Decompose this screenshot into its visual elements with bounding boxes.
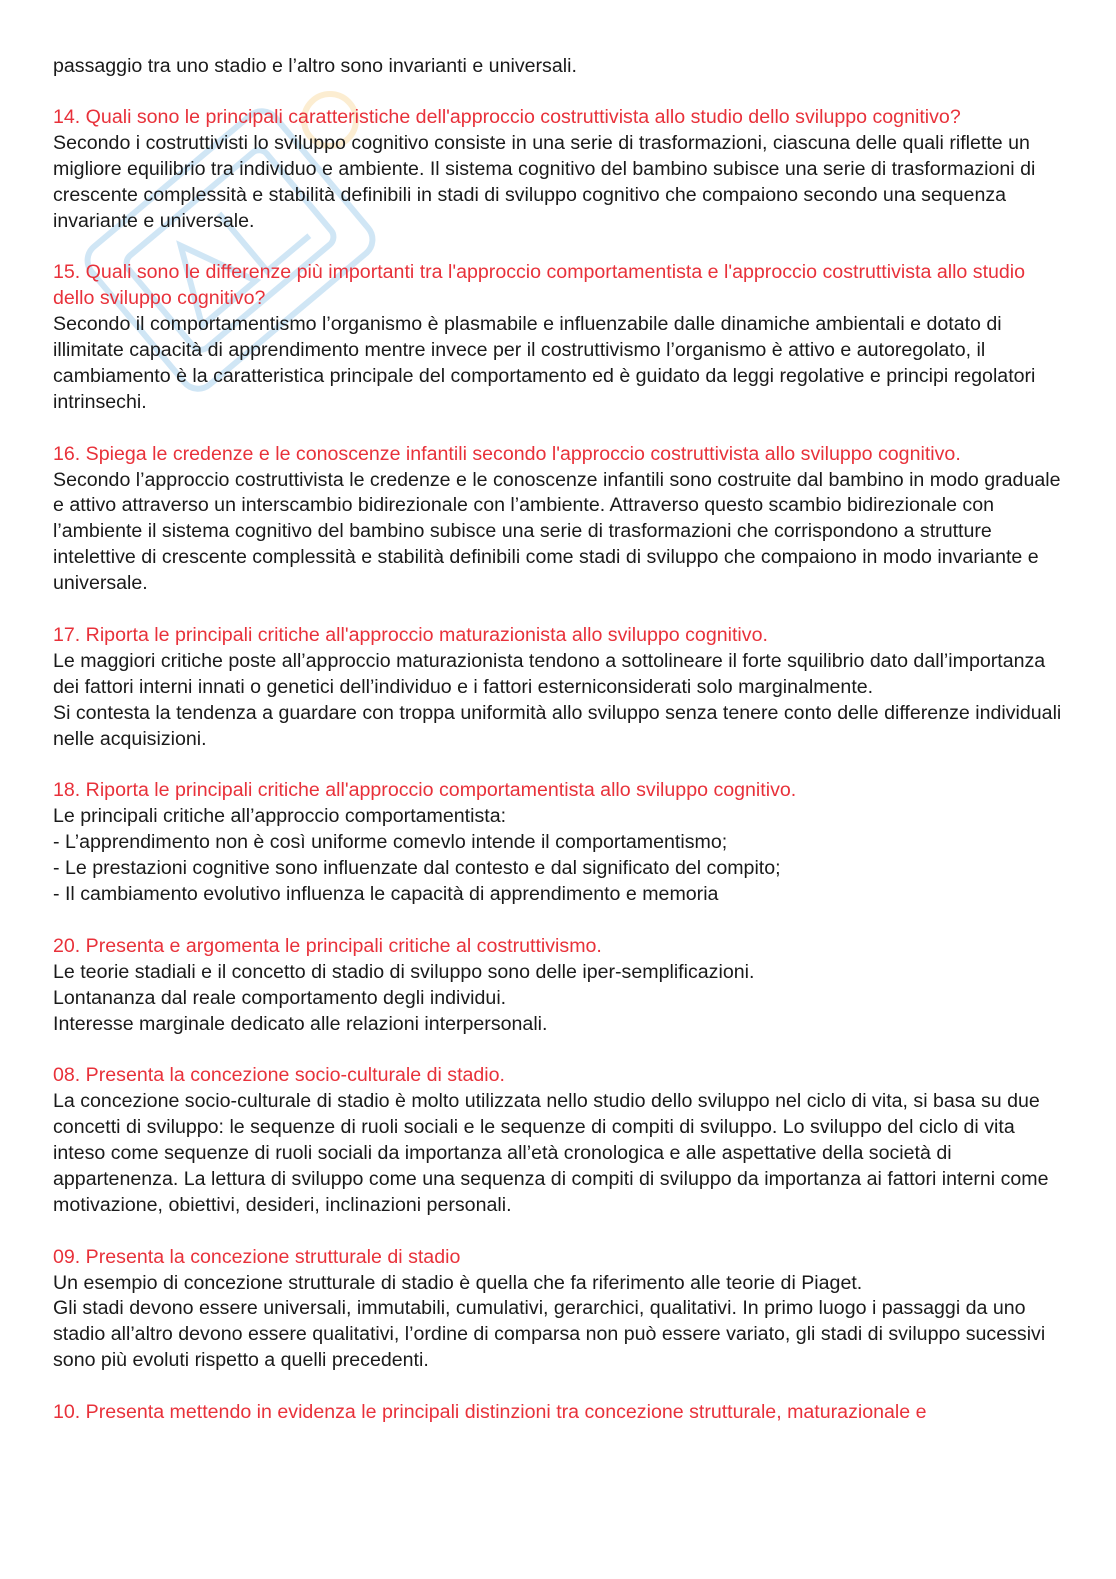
answer: [53, 468, 1065, 598]
answer-paragraph: La concezione socio-culturale di stadio è molto utilizzata nello studio dello sviluppo nel ciclo di vita, si basa su due concetti di sviluppo: le sequenze di ruoli sociali e le sequenze di compiti di sviluppo. Lo sviluppo del ciclo di vita inteso come sequenze di ruoli sociali da importanza all’età cronologica e alle aspettative della società di appartenenza. La lettura di sviluppo come una sequenza di compiti di sviluppo da importanza ai fattori interni come motivazione, obiettivi, desideri, inclinazioni personali.: [53, 1090, 1049, 1216]
answer-paragraph: Secondo il comportamentismo l’organismo è plasmabile e influenzabile dalle dinamiche ambientali e dotato di illimitate capacità di apprendimento mentre invece per il costruttivismo l’organismo è attivo e autoregolato, il cambiamento è la caratteristica principale del comportamento ed è guidato da leggi regolative e principi regolatori intrinsechi.: [53, 313, 1036, 413]
question-heading: 18. Riporta le principali critiche all'approccio comportamentista allo sviluppo cognitivo.: [53, 779, 797, 802]
answer: [53, 131, 1065, 235]
question-heading: 15. Quali sono le differenze più importanti tra l'approccio comportamentista e l'approccio costruttivista allo studio dello sviluppo cognitivo?: [53, 261, 1026, 310]
question-heading: 10. Presenta mettendo in evidenza le principali distinzioni tra concezione strutturale, maturazionale e: [53, 1401, 927, 1424]
qa-block: [53, 778, 1065, 908]
answer: [53, 1271, 1065, 1375]
answer-paragraph: Le principali critiche all’approccio comportamentista:: [53, 805, 507, 828]
qa-block: [53, 1063, 1065, 1218]
qa-block: [53, 1245, 1065, 1375]
qa-block: [53, 934, 1065, 1038]
question-heading: 08. Presenta la concezione socio-culturale di stadio.: [53, 1064, 506, 1087]
answer-paragraph: Le teorie stadiali e il concetto di stadio di sviluppo sono delle iper-semplificazioni.: [53, 960, 755, 983]
answer-paragraph: - Il cambiamento evolutivo influenza le capacità di apprendimento e memoria: [53, 883, 719, 906]
qa-block: [53, 260, 1065, 415]
answer: [53, 312, 1065, 416]
answer: [53, 649, 1065, 753]
answer-paragraph: Le maggiori critiche poste all’approccio maturazionista tendono a sottolineare il forte squilibrio dato dall’importanza dei fattori interni innati o genetici dell’individuo e i fattori esterniconsiderati solo marginalmente.: [53, 649, 1046, 698]
answer: [53, 804, 1065, 908]
answer-paragraph: Un esempio di concezione strutturale di stadio è quella che fa riferimento alle teorie di Piaget.: [53, 1271, 863, 1294]
document-page: [53, 54, 1065, 1452]
question-heading: 20. Presenta e argomenta le principali critiche al costruttivismo.: [53, 934, 602, 957]
question-heading: 17. Riporta le principali critiche all'approccio maturazionista allo sviluppo cognitivo.: [53, 623, 768, 646]
answer-paragraph: Si contesta la tendenza a guardare con troppa uniformità allo sviluppo senza tenere conto delle differenze individuali nelle acquisizioni.: [53, 701, 1062, 750]
answer-paragraph: Secondo l’approccio costruttivista le credenze e le conoscenze infantili sono costruite dal bambino in modo graduale e attivo attraverso un interscambio bidirezionale con l’ambiente. Attraverso questo scambio bidirezionale con l’ambiente il sistema cognitivo del bambino subisce una serie di trasformazioni che corrispondono a strutture intelettive di crescente complessità e stabilità definibili come stadi di sviluppo che compaiono in modo invariante e universale.: [53, 468, 1061, 595]
answer: [53, 1089, 1065, 1219]
answer-paragraph: Lontananza dal reale comportamento degli individui.: [53, 986, 507, 1009]
answer: [53, 960, 1065, 1038]
answer-paragraph: Gli stadi devono essere universali, immutabili, cumulativi, gerarchici, qualitativi. In primo luogo i passaggi da uno stadio all’altro devono essere qualitativi, l’ordine di comparsa non può essere variato, gli stadi di sviluppo sucessivi sono più evoluti rispetto a quelli precedenti.: [53, 1297, 1046, 1372]
answer-paragraph: Interesse marginale dedicato alle relazioni interpersonali.: [53, 1012, 548, 1035]
qa-block: [53, 623, 1065, 753]
question-heading: 14. Quali sono le principali caratteristiche dell'approccio costruttivista allo studio dello sviluppo cognitivo?: [53, 105, 961, 128]
intro-text: passaggio tra uno stadio e l’altro sono invarianti e universali.: [53, 55, 577, 77]
question-heading: 09. Presenta la concezione strutturale di stadio: [53, 1245, 461, 1268]
answer-paragraph: - L’apprendimento non è così uniforme comevlo intende il comportamentismo;: [53, 831, 728, 854]
question-heading: 16. Spiega le credenze e le conoscenze infantili secondo l'approccio costruttivista allo sviluppo cognitivo.: [53, 442, 961, 465]
qa-block: [53, 105, 1065, 235]
answer-paragraph: Secondo i costruttivisti lo sviluppo cognitivo consiste in una serie di trasformazioni, ciascuna delle quali riflette un migliore equilibrio tra individuo e ambiente. Il sistema cognitivo del bambino subisce una serie di trasformazioni di crescente complessità e stabilità definibili in stadi di sviluppo cognitivo che compaiono secondo una sequenza invariante e universale.: [53, 131, 1036, 232]
answer-paragraph: - Le prestazioni cognitive sono influenzate dal contesto e dal significato del compito;: [53, 857, 781, 880]
qa-block: [53, 1400, 1065, 1426]
qa-list: [53, 105, 1065, 1426]
qa-block: [53, 442, 1065, 597]
